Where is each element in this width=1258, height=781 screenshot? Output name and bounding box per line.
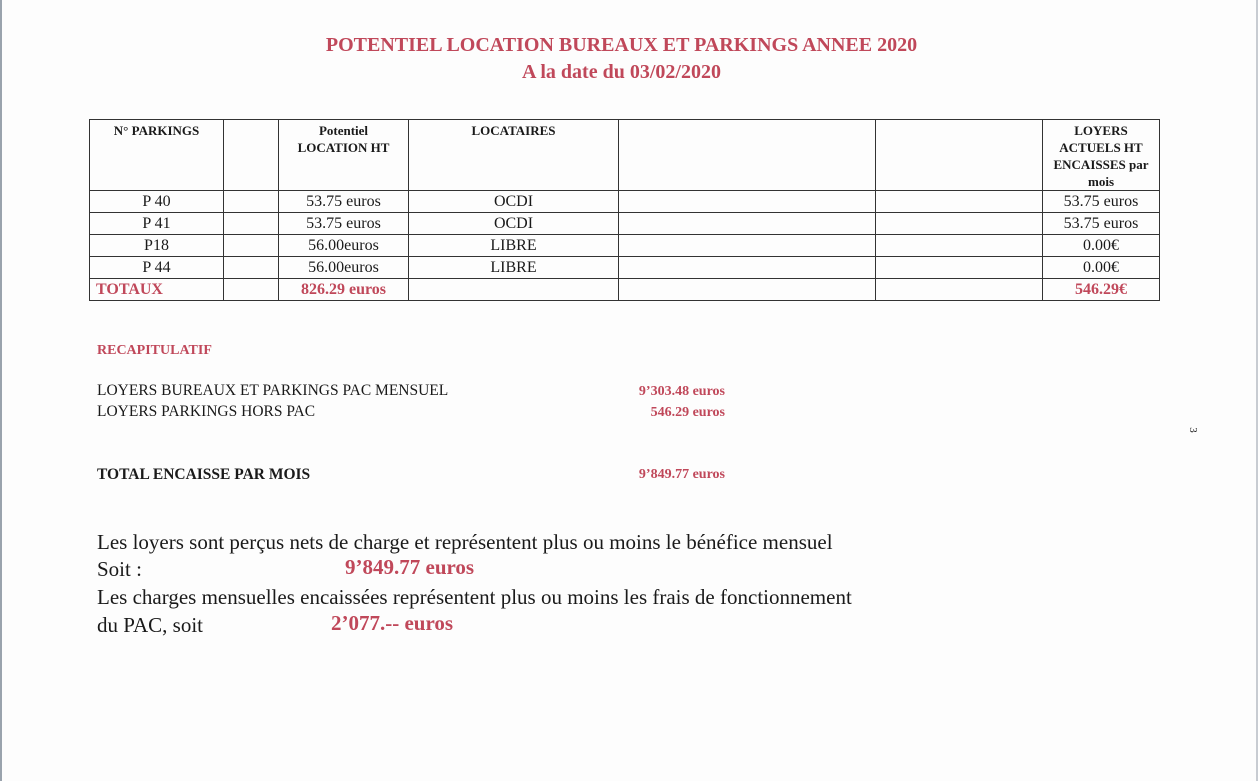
document-subtitle: A la date du 03/02/2020 [522, 61, 721, 83]
cell-parking: P18 [90, 235, 224, 257]
table-header-row [90, 120, 1160, 191]
header-empty [876, 120, 1043, 191]
cell-potentiel: 56.00euros [279, 235, 409, 257]
header-empty [224, 120, 279, 191]
cell-potentiel: 53.75 euros [279, 191, 409, 213]
recap-title: RECAPITULATIF [97, 343, 212, 358]
parking-table [89, 119, 1160, 301]
totals-loyer: 546.29€ [1043, 279, 1160, 301]
table-totals-row [90, 279, 1160, 301]
document-header [0, 32, 1243, 86]
cell-loyer: 0.00€ [1043, 257, 1160, 279]
header-locataires: LOCATAIRES [409, 120, 619, 191]
cell-locataire: LIBRE [409, 257, 619, 279]
header-empty [619, 120, 876, 191]
totals-label: TOTAUX [90, 279, 224, 301]
document-title: POTENTIEL LOCATION BUREAUX ET PARKINGS ANNEE 2020 [325, 34, 918, 56]
header-potentiel: Potentiel LOCATION HT [279, 120, 409, 191]
header-parking: N° PARKINGS [90, 120, 224, 191]
cell-potentiel: 56.00euros [279, 257, 409, 279]
recap-line-label: LOYERS PARKINGS HORS PAC [97, 403, 316, 420]
table-row [90, 257, 1160, 279]
cell-potentiel: 53.75 euros [279, 213, 409, 235]
note-line: Les charges mensuelles encaissées représentent plus ou moins les frais de fonctionnement [97, 585, 852, 609]
header-loyers: LOYERS ACTUELS HT ENCAISSES par mois [1043, 120, 1160, 191]
table-row [90, 191, 1160, 213]
note-prefix: Soit : [97, 557, 142, 581]
totals-potentiel: 826.29 euros [279, 279, 409, 301]
table-row [90, 235, 1160, 257]
recap-total-label: TOTAL ENCAISSE PAR MOIS [97, 466, 311, 483]
recap-line-amount: 546.29 euros [650, 405, 725, 420]
cell-parking: P 41 [90, 213, 224, 235]
note-prefix: du PAC, soit [97, 613, 204, 637]
recap-line-label: LOYERS BUREAUX ET PARKINGS PAC MENSUEL [97, 382, 449, 399]
note-amount: 9’849.77 euros [345, 555, 475, 579]
note-amount: 2’077.-- euros [331, 611, 454, 635]
recap-total-amount: 9’849.77 euros [638, 467, 725, 482]
cell-loyer: 53.75 euros [1043, 213, 1160, 235]
cell-locataire: OCDI [409, 191, 619, 213]
cell-locataire: LIBRE [409, 235, 619, 257]
cell-locataire: OCDI [409, 213, 619, 235]
recap-line-amount: 9’303.48 euros [638, 384, 725, 399]
cell-parking: P 44 [90, 257, 224, 279]
cell-parking: P 40 [90, 191, 224, 213]
note-line: Les loyers sont perçus nets de charge et représentent plus ou moins le bénéfice mensuel [97, 530, 833, 554]
page-edge [0, 0, 2, 781]
page-number: 3 [1186, 427, 1199, 433]
cell-loyer: 0.00€ [1043, 235, 1160, 257]
table-row [90, 213, 1160, 235]
cell-loyer: 53.75 euros [1043, 191, 1160, 213]
